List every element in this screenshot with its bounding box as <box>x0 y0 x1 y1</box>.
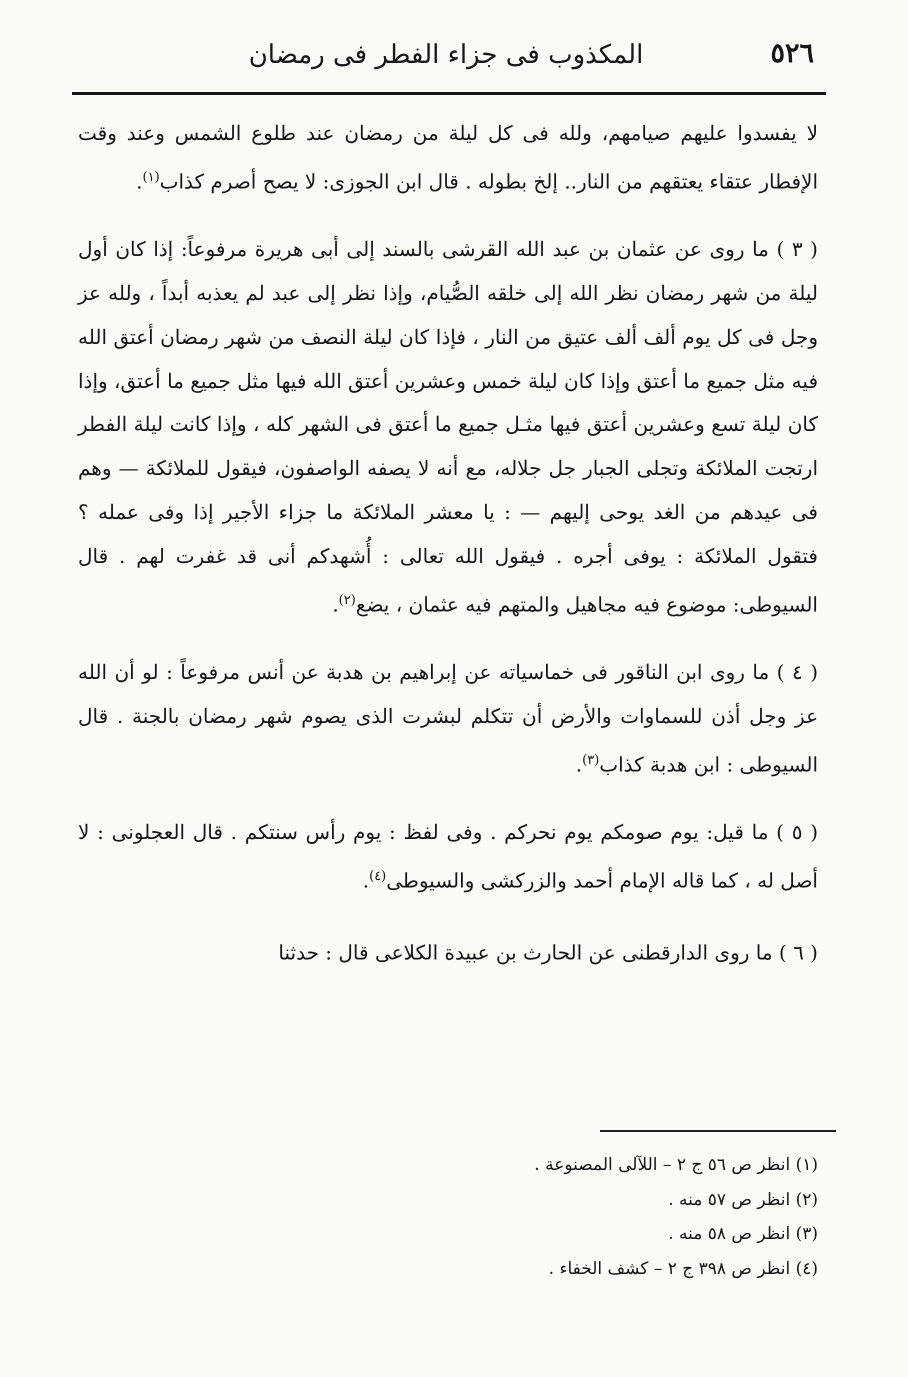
paragraph-item-5 <box>78 811 818 903</box>
running-title: المكذوب فى جزاء الفطر فى رمضان <box>248 40 644 70</box>
footnote-3: (٣) انظر ص ٥٨ منه . <box>668 1224 818 1244</box>
paragraph-text: ( ٥ ) ما قيل: يوم صومكم يوم نحركم . وفى لفظ : يوم رأس سنتكم . قال العجلونى : لا أصل له ، كما قاله الإمام أحمد والزركشى والسيوطى <box>78 820 818 893</box>
paragraph-item-6 <box>78 927 818 975</box>
paragraph-continuation <box>78 112 818 204</box>
paragraph-end: . <box>332 592 339 617</box>
paragraph-end: . <box>362 868 370 893</box>
footnote-marker: (٣) <box>582 752 600 768</box>
paragraph-item-4 <box>78 651 818 787</box>
footnotes <box>258 1148 818 1286</box>
paragraph-text: ( ٦ ) ما روى الدارقطنى عن الحارث بن عبيدة الكلاعى قال : حدثنا <box>278 941 818 966</box>
page-number: ٥٢٦ <box>770 38 814 69</box>
paragraph-text: ( ٣ ) ما روى عن عثمان بن عبد الله القرشى بالسند إلى أبى هريرة مرفوعاً: إذا كان أول ليلة من شهر رمضان نظر الله إلى خلقه الصُّيام، وإذا نظر إلى عبد لم يعذبه أبداً ، ولله عز وجل فى كل يوم ألف ألف عتيق من النار ، فإذا كان ليلة النصف من شهر رمضان أعتق الله فيه مثل جميع ما أعتق وإذا كان ليلة خمس وعشرين أعتق الله فيها مثل جميع ما أعتق، وإذا كان ليلة تسع وعشرين أعتق فيها مثـل جميع ما أعتق فى الشهر كله ، وإذا كانت ليلة الفطر ارتجت الملائكة وتجلى الجبار جل جلاله، مع أنه لا يصفه الواصفون، فيقول للملائكة — وهم فى عيدهم من الغد يوحى إليهم — : يا معشر الملائكة ما جزاء الأجير إذا وفى عمله ؟ فتقول الملائكة : يوفى أجره . فيقول الله تعالى : أُشهدكم أنى قد غفرت لهم . قال السيوطى: موضوع فيه مجاهيل والمتهم فيه عثمان ، يضع <box>78 237 818 617</box>
footnote-separator <box>600 1130 836 1132</box>
footnote-4: (٤) انظر ص ٣٩٨ ج ٢ – كشف الخفاء . <box>548 1258 818 1279</box>
footnote-marker: (٢) <box>338 592 356 608</box>
footnote-marker: (١) <box>142 169 160 185</box>
header-rule <box>72 92 826 95</box>
footnote-2: (٢) انظر ص ٥٧ منه . <box>668 1189 818 1210</box>
page-body <box>78 112 818 1000</box>
paragraph-text: ( ٤ ) ما روى ابن الناقور فى خماسياته عن إبراهيم بن هدبة عن أنس مرفوعاً : لو أن الله عز وجل أذن للسماوات والأرض أن تتكلم لبشرت الذى يصوم شهر رمضان بالجنة . قال السيوطى : ابن هدبة كذاب <box>78 660 818 777</box>
paragraph-text: لا يفسدوا عليهم صيامهم، ولله فى كل ليلة من رمضان عند طلوع الشمس وعند وقت الإفطار عتقاء يعتقهم من النار.. إلخ بطوله . قال ابن الجوزى: لا يصح أصرم كذاب <box>78 121 818 194</box>
paragraph-end: . <box>136 169 143 194</box>
footnote-1: (١) انظر ص ٥٦ ج ٢ – اللآلى المصنوعة . <box>534 1155 818 1175</box>
paragraph-item-3 <box>78 228 818 627</box>
footnote-marker: (٤) <box>369 868 387 884</box>
paragraph-end: . <box>575 752 583 777</box>
page-header <box>72 30 820 88</box>
